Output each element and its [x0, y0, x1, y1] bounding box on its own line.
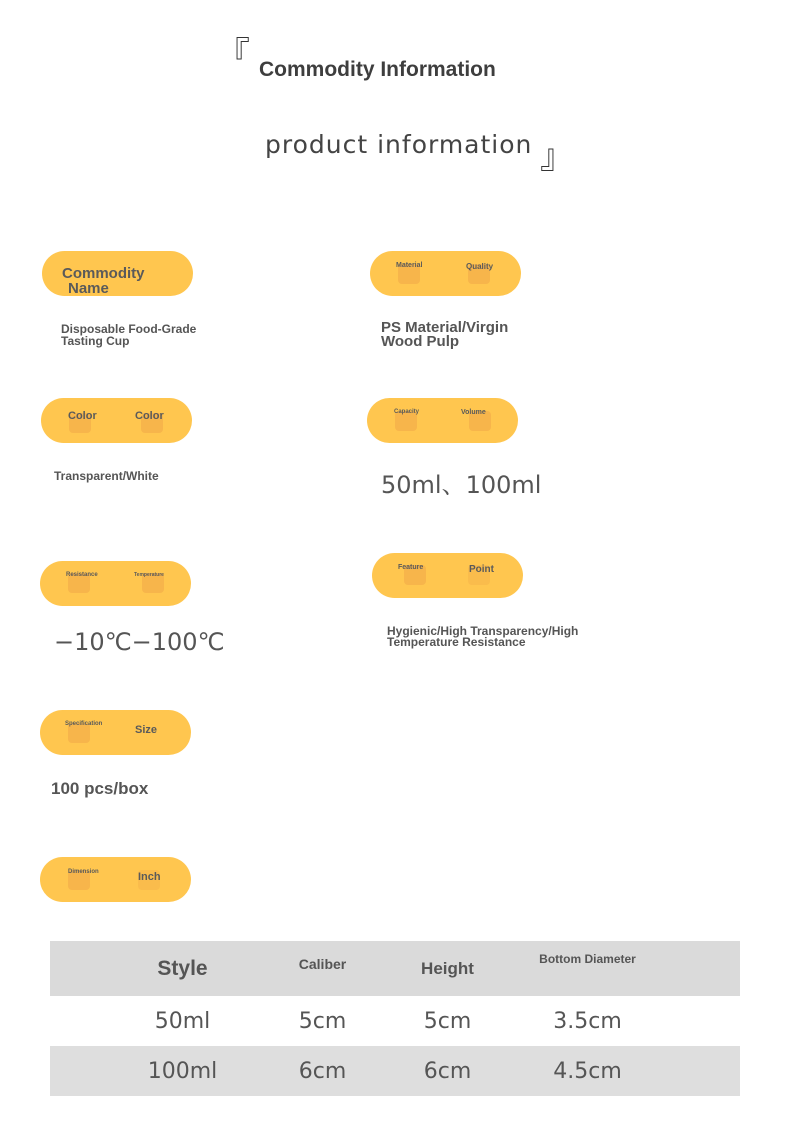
resistance-label-1: Resistance: [66, 572, 98, 578]
material-label: [370, 251, 521, 296]
size-label-2: Size: [135, 724, 158, 736]
table-cell: 4.5cm: [553, 1058, 622, 1084]
resistance-label-2: Temperature: [134, 572, 164, 578]
size-label: [40, 710, 191, 755]
size-table: [50, 941, 740, 1096]
commodity-name-label-1: Commodity: [62, 265, 145, 282]
feature-value: Hygienic/High Transparency/High Temperature Resistance: [387, 624, 579, 649]
commodity-name-value: Disposable Food-Grade Tasting Cup: [61, 322, 197, 348]
table-header-row: [50, 941, 740, 996]
table-header-style: Style: [157, 956, 208, 980]
feature-label-2: Point: [469, 564, 494, 575]
table-cell: 5cm: [298, 1008, 347, 1034]
feature-label-1: Feature: [398, 564, 424, 571]
capacity-value: 50ml、100ml: [381, 471, 542, 499]
color-label-2: Color: [135, 410, 164, 422]
table-cell: 3.5cm: [553, 1008, 622, 1034]
bracket-close: 』: [540, 137, 574, 177]
page-title: Commodity Information: [259, 58, 496, 81]
capacity-label: [367, 398, 518, 443]
resistance-value: −10℃−100℃: [54, 628, 225, 656]
color-value: Transparent/White: [54, 469, 159, 483]
page-subtitle: product information: [265, 130, 533, 159]
table-row: [50, 1046, 740, 1096]
inch-label: [40, 857, 191, 902]
color-label-1: Color: [68, 410, 97, 422]
color-label: [41, 398, 192, 443]
capacity-label-1: Capacity: [394, 409, 420, 415]
commodity-name-label-2: Name: [68, 280, 109, 297]
table-cell: 100ml: [147, 1058, 218, 1084]
material-label-1: Material: [396, 262, 423, 269]
table-header-caliber: Caliber: [298, 956, 347, 972]
table-cell: 6cm: [298, 1058, 347, 1084]
material-label-2: Quality: [466, 262, 494, 271]
commodity-name-label: [42, 251, 193, 296]
feature-label: [372, 553, 523, 598]
size-value: 100 pcs/box: [51, 779, 149, 798]
size-label-1: Specification: [65, 721, 103, 727]
material-value: PS Material/Virgin Wood Pulp: [381, 319, 509, 350]
table-row: [50, 996, 740, 1046]
table-cell: 6cm: [423, 1058, 472, 1084]
table-header-height: Height: [421, 958, 474, 978]
inch-label-1: Dimension: [68, 869, 99, 875]
table-cell: 50ml: [154, 1008, 211, 1034]
table-cell: 5cm: [423, 1008, 472, 1034]
table-header-bottom-diameter: Bottom Diameter: [539, 952, 636, 966]
capacity-label-2: Volume: [461, 409, 486, 416]
bracket-open: 『: [216, 35, 250, 75]
inch-label-2: Inch: [138, 871, 161, 883]
resistance-label: [40, 561, 191, 606]
